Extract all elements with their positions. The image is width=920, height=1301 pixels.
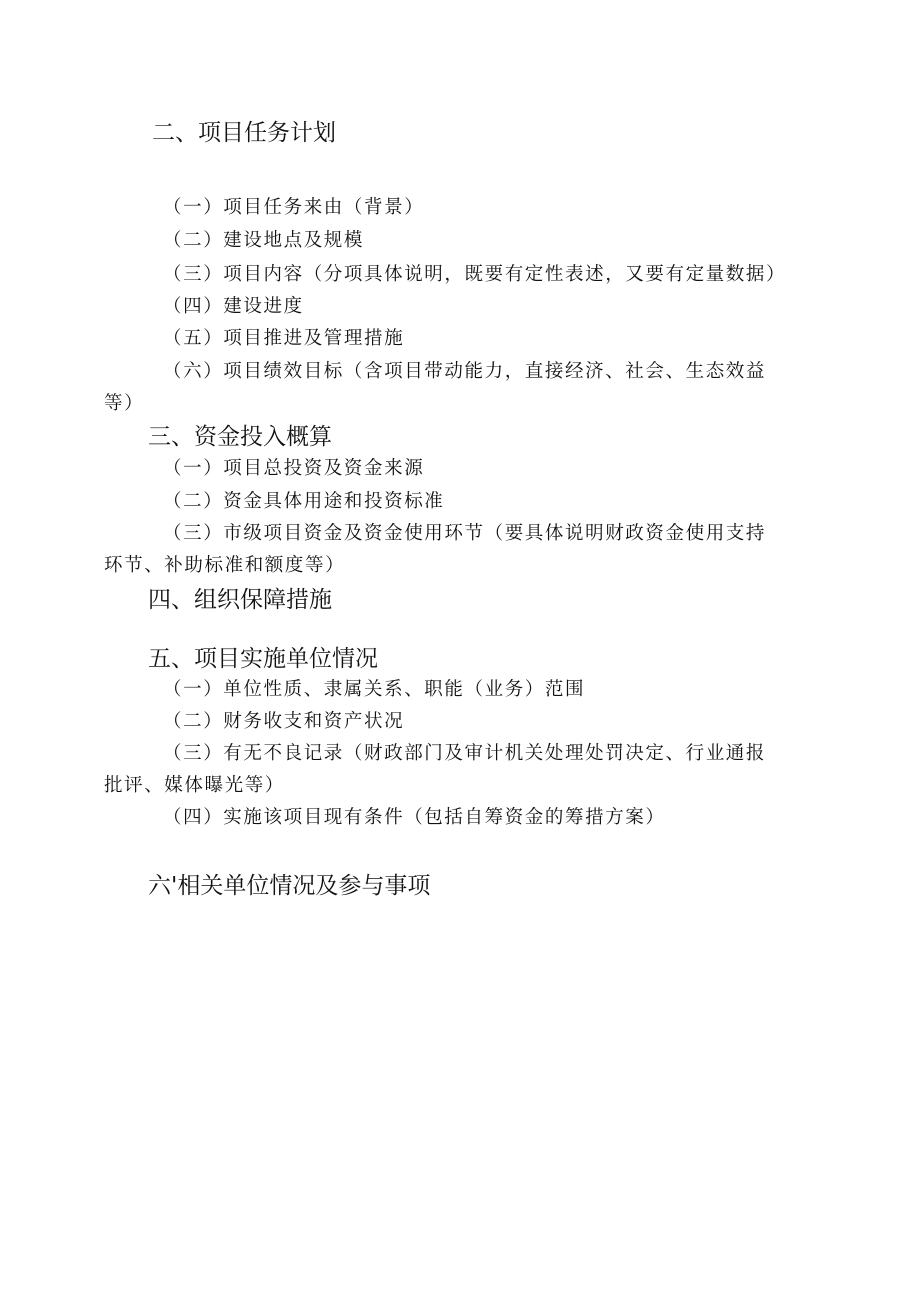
list-item: （一）项目任务来由（背景） [163, 197, 425, 218]
section-heading-project-plan: 二、项目任务计划 [152, 120, 336, 146]
section-heading-implementing-unit: 五、项目实施单位情况 [148, 646, 378, 672]
list-item: （二）资金具体用途和投资标准 [163, 491, 445, 512]
list-item: （五）项目推进及管理措施 [163, 328, 405, 349]
section-heading-organization: 四、组织保障措施 [148, 587, 332, 613]
list-item-continuation: 批评、媒体曝光等） [104, 775, 285, 796]
list-item: （二）建设地点及规模 [163, 230, 365, 251]
section-heading-funding: 三、资金投入概算 [148, 424, 332, 450]
list-item: （三）市级项目资金及资金使用环节（要具体说明财政资金使用支持 [163, 523, 767, 544]
list-item: （三）有无不良记录（财政部门及审计机关处理处罚决定、行业通报 [163, 743, 767, 764]
list-item-continuation: 环节、补助标准和额度等） [104, 555, 346, 576]
list-item: （四）建设进度 [163, 296, 304, 317]
list-item: （三）项目内容（分项具体说明，既要有定性表述，又要有定量数据） [163, 264, 787, 285]
list-item: （六）项目绩效目标（含项目带动能力，直接经济、社会、生态效益 [163, 361, 767, 382]
list-item: （一）项目总投资及资金来源 [163, 458, 425, 479]
list-item: （一）单位性质、隶属关系、职能（业务）范围 [163, 679, 586, 700]
list-item: （四）实施该项目现有条件（包括自筹资金的筹措方案） [163, 807, 666, 828]
list-item-continuation: 等） [104, 393, 145, 414]
section-heading-related-units: 六'相关单位情况及参与事项 [148, 873, 431, 899]
list-item: （二）财务收支和资产状况 [163, 711, 405, 732]
